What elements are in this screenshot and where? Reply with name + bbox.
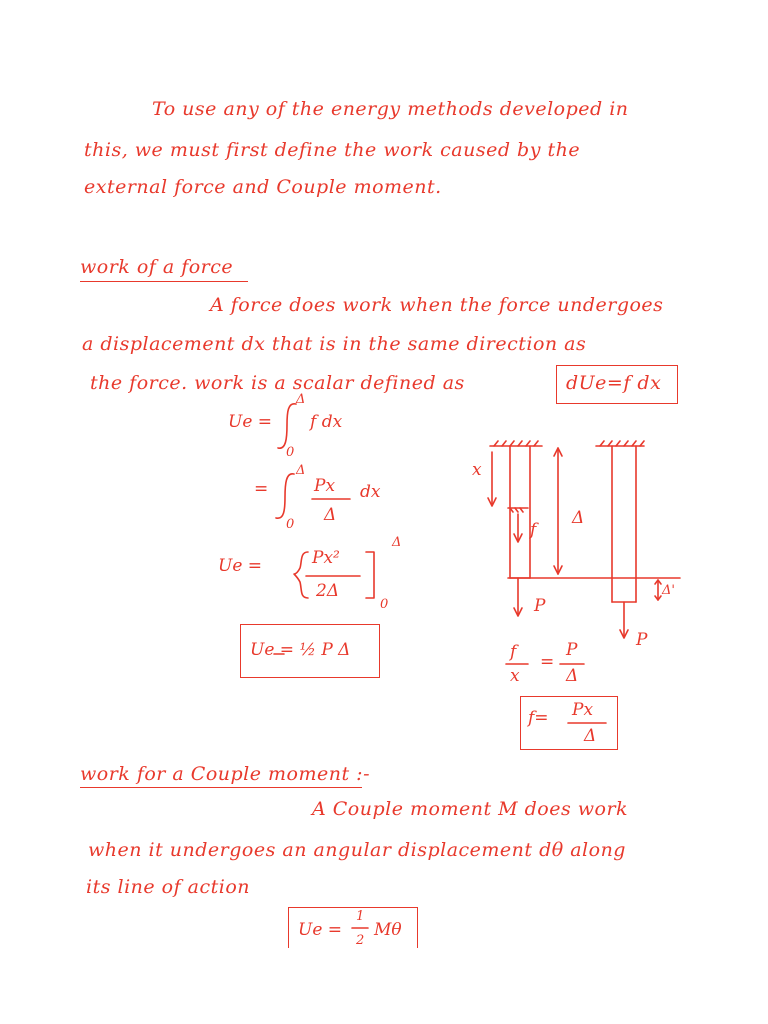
bracket-denominator: 2Δ [316,581,340,601]
curly-brace [294,552,308,598]
ratio-delta: Δ [566,666,579,686]
bracket-lower-limit: 0 [380,597,389,612]
integral-lower-2: 0 [286,517,295,532]
integral-sign-1 [278,404,296,448]
couple-result-rhs: Mθ [374,920,402,940]
ue-label-2: Ue = [218,556,263,576]
intro-line-2: this, we must first define the work caused by the [84,139,581,161]
integrand-2-denominator: Δ [324,505,337,525]
equals-sign: = [254,479,269,499]
integrand-1: f dx [310,412,343,432]
integrand-2-dx: dx [360,482,381,502]
bracket-numerator: Px² [312,548,340,568]
integral-upper-2: Δ [296,463,306,478]
diagram-delta-prime-label: Δ' [662,583,675,598]
integral-upper-1: Δ [296,392,306,407]
diagram-p-left-label: P [534,596,546,616]
ratio-f: f [510,642,517,662]
couple-text-line-1: A Couple moment M does work [312,798,629,820]
force-text-line-3: the force. work is a scalar defined as [90,372,465,394]
intro-line-1: To use any of the energy methods developed in [152,98,629,120]
intro-line-3: external force and Couple moment. [84,176,442,198]
diagram-delta-label: Δ [572,508,585,528]
ratio-eq: = [540,652,555,672]
integrand-2-numerator: Px [314,476,336,496]
work-definition-formula: dUe=f dx [566,372,662,394]
couple-text-line-2: when it undergoes an angular displacement dθ along [88,839,626,861]
section-heading-work-of-force: work of a force [80,256,234,278]
integral-lower-1: 0 [286,445,295,460]
couple-text-line-3: its line of action [86,876,251,898]
boxed-f-numerator: Px [572,700,594,720]
ue-label-1: Ue = [228,412,273,432]
diagram-f-label: f [530,520,537,540]
force-text-line-2: a displacement dx that is in the same direction as [82,333,587,355]
ratio-P: P [566,640,578,660]
boxed-f-lhs: f= [528,708,549,728]
square-bracket [366,552,374,598]
boxed-f-denominator: Δ [584,726,597,746]
couple-result-den: 2 [356,933,365,948]
ratio-x: x [510,666,520,686]
force-text-line-1: A force does work when the force undergoes [210,294,664,316]
section-heading-couple-moment: work for a Couple moment :- [80,763,370,785]
diagram-x-label: x [472,460,482,480]
result-formula-force: Ue = ½ P Δ [250,640,351,660]
integral-sign-2 [276,474,294,518]
diagram-p-right-label: P [636,630,648,650]
couple-result-lhs: Ue = [298,920,343,940]
bracket-upper-limit: Δ [392,535,402,550]
couple-result-num: 1 [356,909,365,924]
